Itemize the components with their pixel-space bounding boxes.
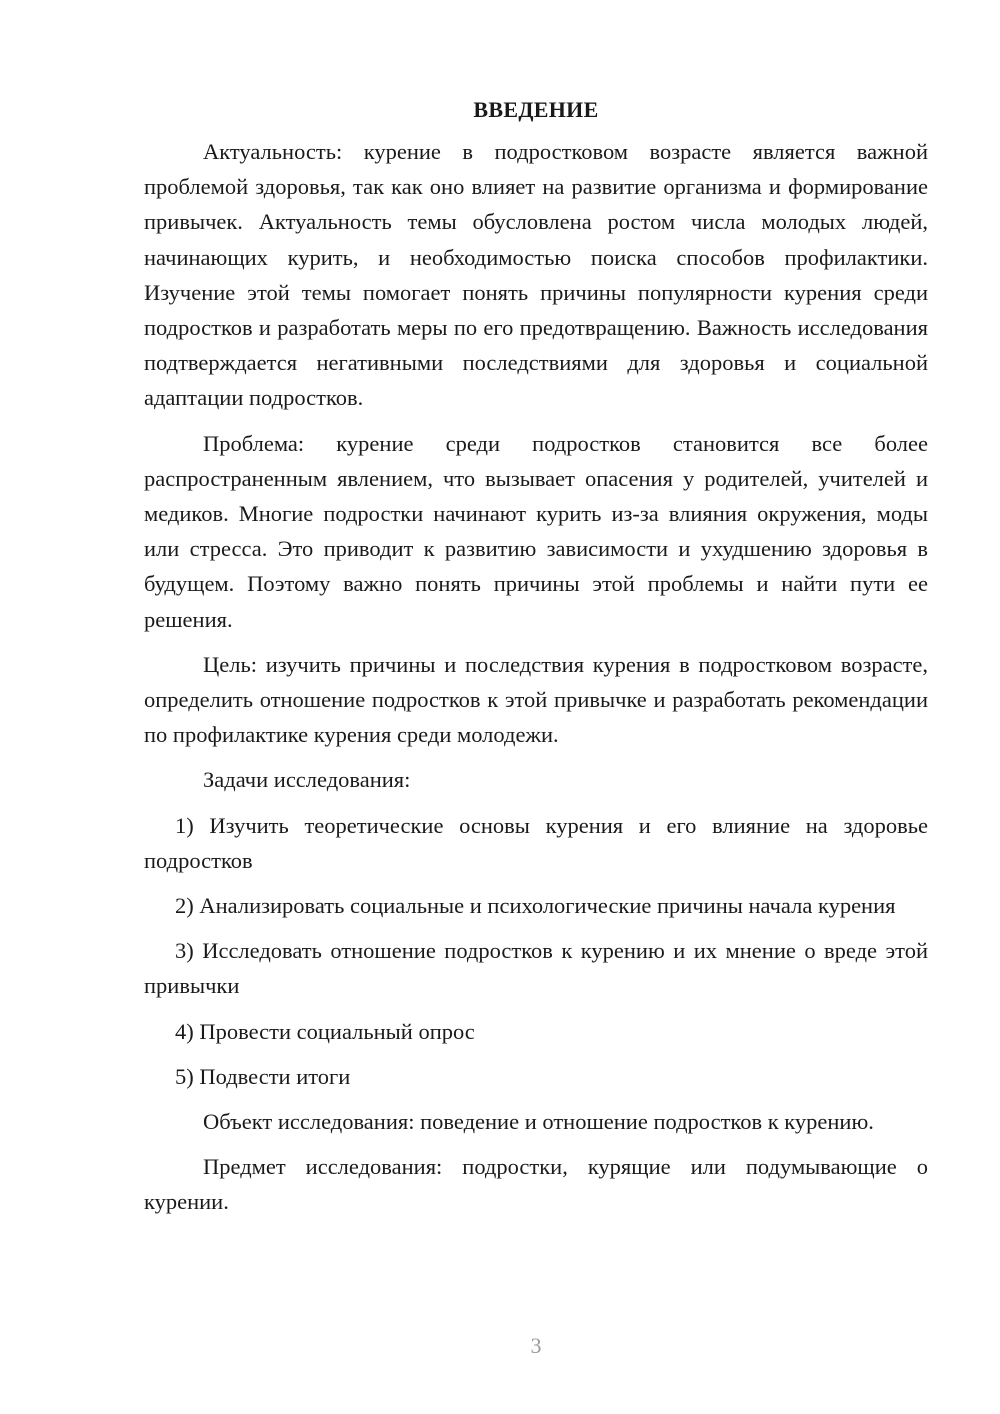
task-item-2: 2) Анализировать социальные и психологические причины начала курения xyxy=(175,893,896,919)
task-item-1: 1) Изучить теоретические основы курения и его влияние на здоровье подростков xyxy=(144,812,928,873)
paragraph-subject: Предмет исследования: подростки, курящие или подумывающие о курении. xyxy=(144,1154,928,1215)
paragraph-problem: Проблема: курение среди подростков становится все более распространенным явлением, что вызывает опасения у родителей, учителей и медиков. Многие подростки начинают курить из-за влияния окружения, моды или стресса. Это приводит к развитию зависимости и ухудшению здоровья в будущем. Поэтому важно понять причины этой проблемы и найти пути ее решения. xyxy=(144,430,928,632)
task-item-5: 5) Подвести итоги xyxy=(175,1063,351,1089)
task-item-3: 3) Исследовать отношение подростков к курению и их мнение о вреде этой привычки xyxy=(144,938,928,999)
paragraph-object: Объект исследования: поведение и отношение подростков к курению. xyxy=(203,1109,874,1135)
section-title: ВВЕДЕНИЕ xyxy=(473,97,599,122)
paragraph-relevance: Актуальность: курение в подростковом возрасте является важной проблемой здоровья, так как оно влияет на развитие организма и формирование привычек. Актуальность темы обусловлена ростом числа молодых людей, начинающих курить, и необходимостью поиска способов профилактики. Изучение этой темы помогает понять причины популярности курения среди подростков и разработать меры по его предотвращению. Важность исследования подтверждается негативными последствиями для здоровья и социальной адаптации подростков. xyxy=(144,139,928,411)
paragraph-goal: Цель: изучить причины и последствия курения в подростковом возрасте, определить отношение подростков к этой привычке и разработать рекомендации по профилактике курения среди молодежи. xyxy=(144,651,928,748)
page-number: 3 xyxy=(530,1333,542,1358)
page-content xyxy=(144,92,928,1230)
task-item-4: 4) Провести социальный опрос xyxy=(175,1018,475,1044)
paragraph-tasks-heading: Задачи исследования: xyxy=(203,767,411,793)
